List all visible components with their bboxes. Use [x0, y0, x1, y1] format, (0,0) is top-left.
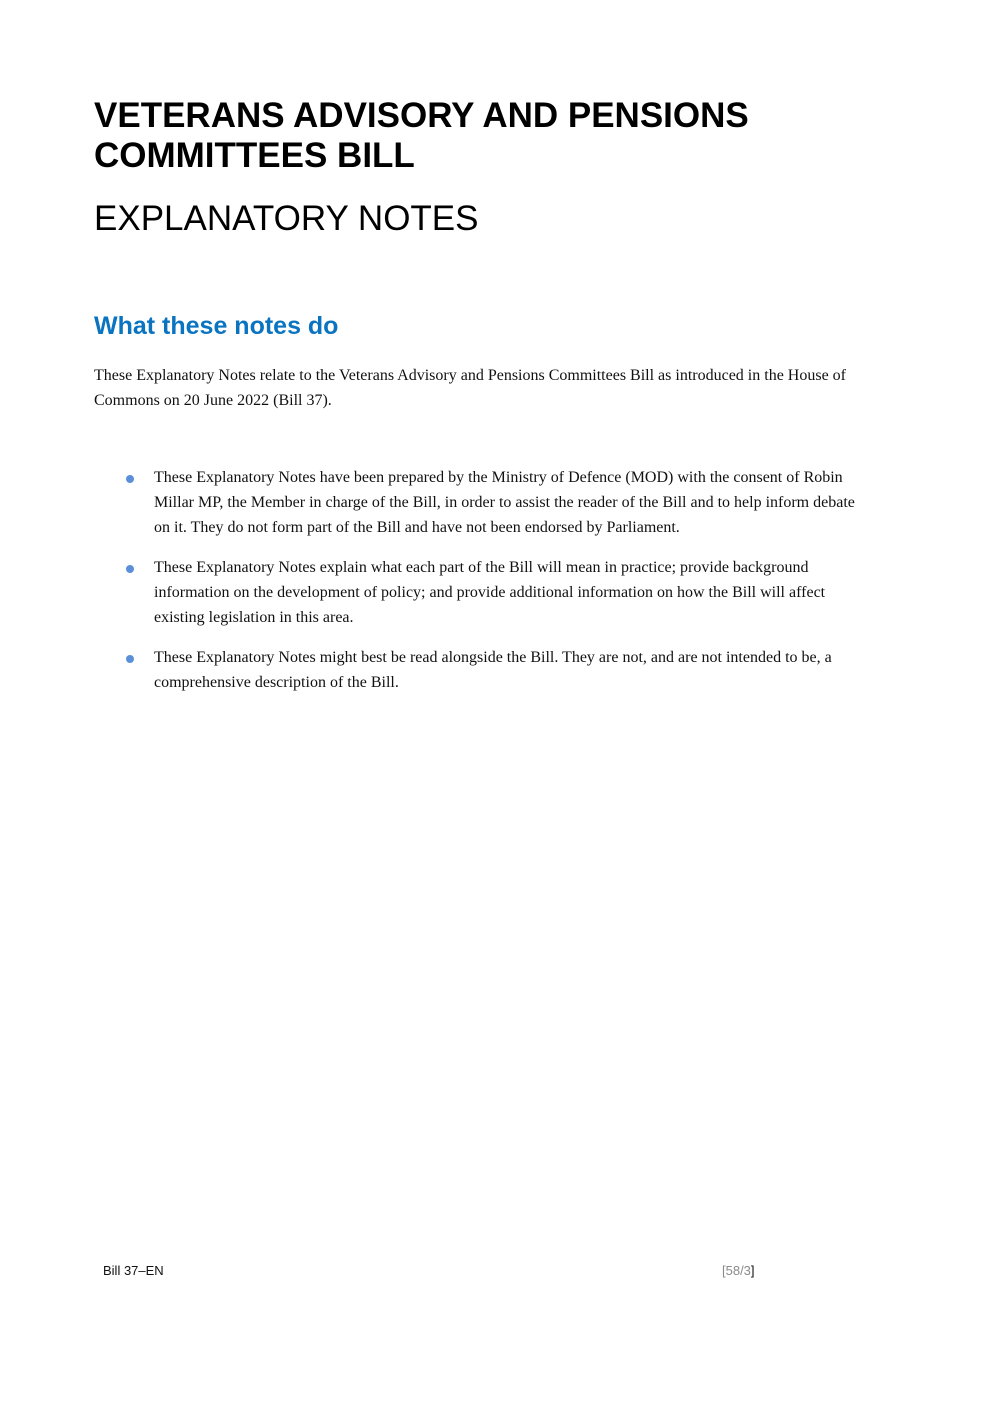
bullet-item: [94, 645, 864, 695]
bullet-dot-icon: [126, 475, 134, 483]
footer-bill-number: Bill 37–EN: [103, 1263, 164, 1278]
document-subtitle: EXPLANATORY NOTES: [94, 199, 479, 238]
intro-paragraph: These Explanatory Notes relate to the Veterans Advisory and Pensions Committees Bill as introduced in the House of Commons on 20 June 2022 (Bill 37).: [94, 367, 846, 409]
bullet-item: [94, 555, 864, 630]
footer-print-reference: [722, 1263, 755, 1278]
bullet-dot-icon: [126, 655, 134, 663]
bullet-text: These Explanatory Notes might best be read alongside the Bill. They are not, and are not intended to be, a comprehensive description of the Bill.: [154, 649, 832, 691]
footer-reference-text: [58/3: [722, 1263, 751, 1278]
document-title: VETERANS ADVISORY AND PENSIONS COMMITTEES BILL: [94, 96, 749, 175]
bullet-item: [94, 465, 864, 540]
bullet-dot-icon: [126, 565, 134, 573]
bullet-list: [94, 465, 864, 710]
section-heading: What these notes do: [94, 312, 339, 340]
bullet-text: These Explanatory Notes have been prepared by the Ministry of Defence (MOD) with the consent of Robin Millar MP, the Member in charge of the Bill, in order to assist the reader of the Bill and to help inform debate on it. They do not form part of the Bill and have not been endorsed by Parliament.: [154, 469, 855, 536]
bullet-text: These Explanatory Notes explain what each part of the Bill will mean in practice; provide background information on the development of policy; and provide additional information on how the Bill will affect existing legislation in this area.: [154, 559, 826, 626]
footer-reference-bracket: ]: [750, 1263, 755, 1278]
